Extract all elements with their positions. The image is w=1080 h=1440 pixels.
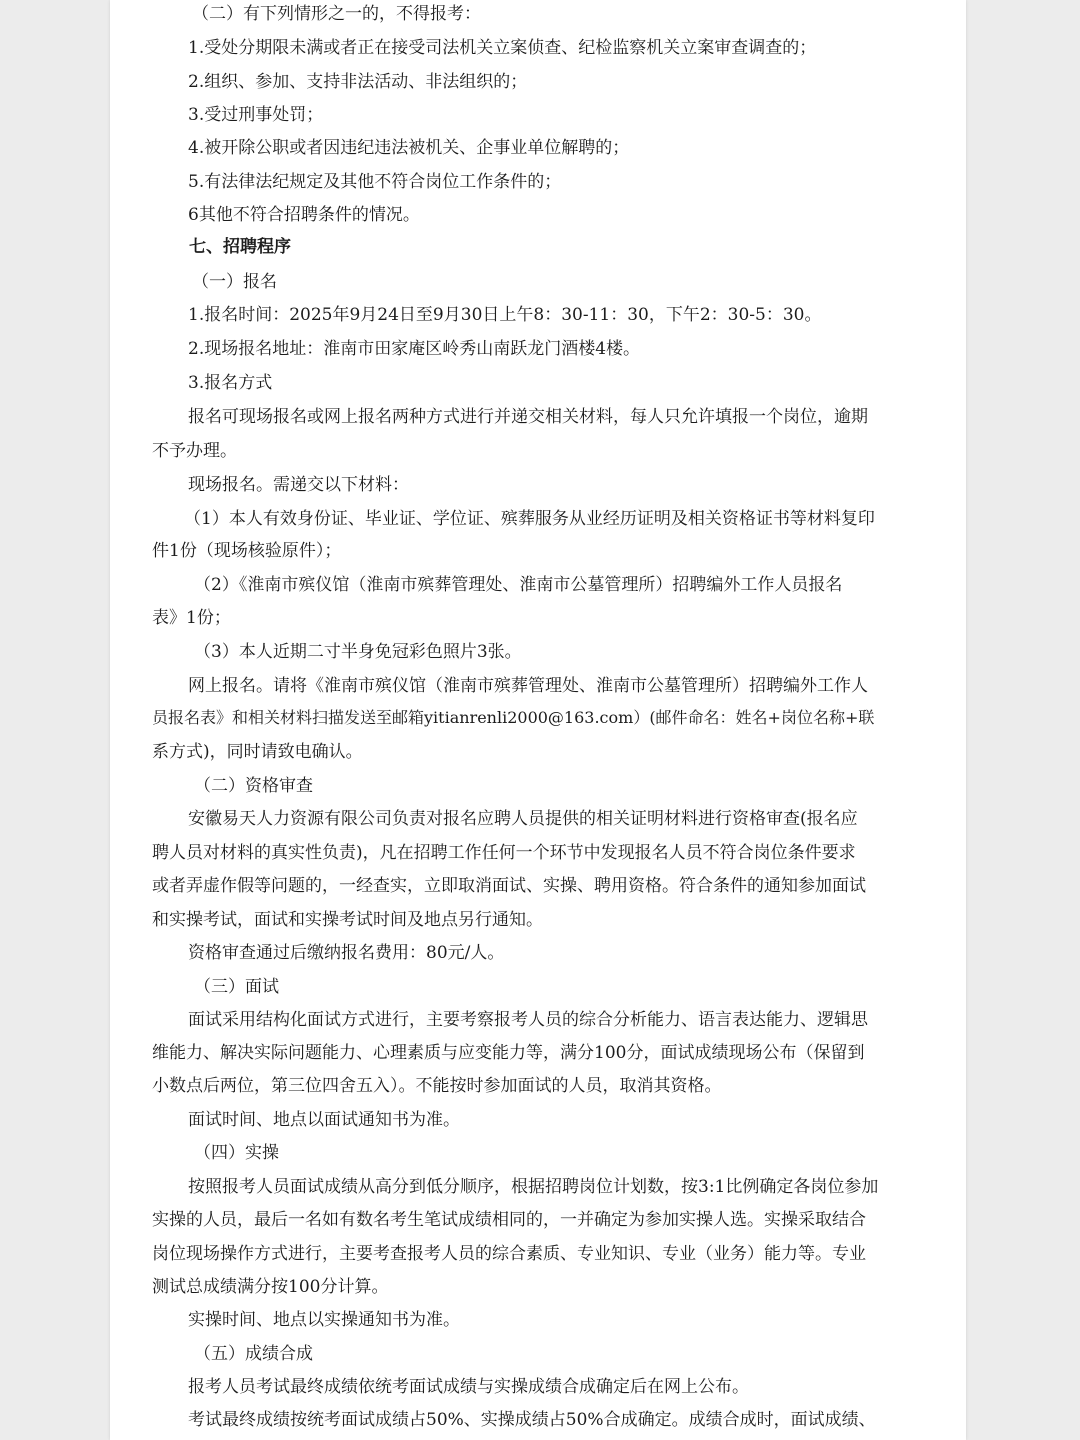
text-line: 实操的人员，最后一名如有数名考生笔试成绩相同的，一并确定为参加实操人选。实操采取结合 bbox=[152, 1210, 866, 1230]
text-line: 考试最终成绩按统考面试成绩占50%、实操成绩占50%合成确定。成绩合成时，面试成绩、 bbox=[188, 1410, 876, 1430]
text-line: 或者弄虚作假等问题的，一经查实，立即取消面试、实操、聘用资格。符合条件的通知参加面试 bbox=[152, 876, 866, 896]
text-line: （1）本人有效身份证、毕业证、学位证、殡葬服务从业经历证明及相关资格证书等材料复印 bbox=[184, 509, 875, 529]
text-line: 2.现场报名地址：淮南市田家庵区岭秀山南跃龙门酒楼4楼。 bbox=[188, 339, 641, 359]
text-line: 3.受过刑事处罚； bbox=[188, 105, 324, 125]
section-subheading: （二）资格审查 bbox=[194, 776, 313, 796]
text-line: 系方式)，同时请致电确认。 bbox=[152, 742, 363, 762]
text-line: 维能力、解决实际问题能力、心理素质与应变能力等，满分100分，面试成绩现场公布（保留到 bbox=[152, 1043, 865, 1063]
text-line: 1.受处分期限未满或者正在接受司法机关立案侦查、纪检监察机关立案审查调查的； bbox=[188, 38, 817, 58]
text-line: 报考人员考试最终成绩依统考面试成绩与实操成绩合成确定后在网上公布。 bbox=[188, 1377, 749, 1397]
text-line: 网上报名。请将《淮南市殡仪馆（淮南市殡葬管理处、淮南市公墓管理所）招聘编外工作人 bbox=[188, 676, 868, 696]
text-line: 6其他不符合招聘条件的情况。 bbox=[188, 205, 420, 225]
text-line: 和实操考试，面试和实操考试时间及地点另行通知。 bbox=[152, 910, 543, 930]
text-line: 2.组织、参加、支持非法活动、非法组织的； bbox=[188, 72, 528, 92]
text-line: 按照报考人员面试成绩从高分到低分顺序，根据招聘岗位计划数，按3:1比例确定各岗位参加 bbox=[188, 1177, 879, 1197]
section-subheading: （三）面试 bbox=[194, 977, 279, 997]
section-heading: 七、招聘程序 bbox=[189, 237, 291, 257]
text-line: （3）本人近期二寸半身免冠彩色照片3张。 bbox=[194, 642, 522, 662]
text-line: 面试采用结构化面试方式进行，主要考察报考人员的综合分析能力、语言表达能力、逻辑思 bbox=[188, 1010, 868, 1030]
text-line: 5.有法律法纪规定及其他不符合岗位工作条件的； bbox=[188, 172, 562, 192]
document-page bbox=[110, 0, 966, 1440]
text-line: 表》1份； bbox=[152, 608, 231, 628]
text-line: 现场报名。需递交以下材料： bbox=[188, 475, 409, 495]
text-line: 员报名表》和相关材料扫描发送至邮箱yitianrenli2000@163.com）(邮件命名：姓名+岗位名称+联 bbox=[152, 708, 875, 727]
text-line: 小数点后两位，第三位四舍五入）。不能按时参加面试的人员，取消其资格。 bbox=[152, 1076, 722, 1096]
text-line: 件1份（现场核验原件）； bbox=[152, 541, 342, 561]
text-line: 实操时间、地点以实操通知书为准。 bbox=[188, 1310, 460, 1330]
text-line: 聘人员对材料的真实性负责)，凡在招聘工作任何一个环节中发现报名人员不符合岗位条件要求 bbox=[152, 843, 856, 863]
text-line: （2）《淮南市殡仪馆（淮南市殡葬管理处、淮南市公墓管理所）招聘编外工作人员报名 bbox=[194, 575, 843, 595]
text-line: 资格审查通过后缴纳报名费用：80元/人。 bbox=[188, 943, 505, 963]
text-line: 1.报名时间：2025年9月24日至9月30日上午8：30-11：30，下午2：30-5：30。 bbox=[188, 305, 822, 325]
text-line: 面试时间、地点以面试通知书为准。 bbox=[188, 1110, 460, 1130]
text-line: 岗位现场操作方式进行，主要考查报考人员的综合素质、专业知识、专业（业务）能力等。专业 bbox=[152, 1244, 866, 1264]
text-line: 报名可现场报名或网上报名两种方式进行并递交相关材料，每人只允许填报一个岗位，逾期 bbox=[188, 407, 868, 427]
section-subheading: （二）有下列情形之一的，不得报考： bbox=[192, 4, 481, 24]
section-subheading: （一）报名 bbox=[192, 272, 277, 292]
text-line: 安徽易天人力资源有限公司负责对报名应聘人员提供的相关证明材料进行资格审查(报名应 bbox=[188, 809, 858, 829]
section-subheading: （四）实操 bbox=[194, 1143, 279, 1163]
section-subheading: （五）成绩合成 bbox=[194, 1344, 313, 1364]
text-line: 3.报名方式 bbox=[188, 373, 273, 393]
text-line: 不予办理。 bbox=[152, 441, 237, 461]
text-line: 测试总成绩满分按100分计算。 bbox=[152, 1277, 389, 1297]
text-line: 4.被开除公职或者因违纪违法被机关、企事业单位解聘的； bbox=[188, 138, 630, 158]
